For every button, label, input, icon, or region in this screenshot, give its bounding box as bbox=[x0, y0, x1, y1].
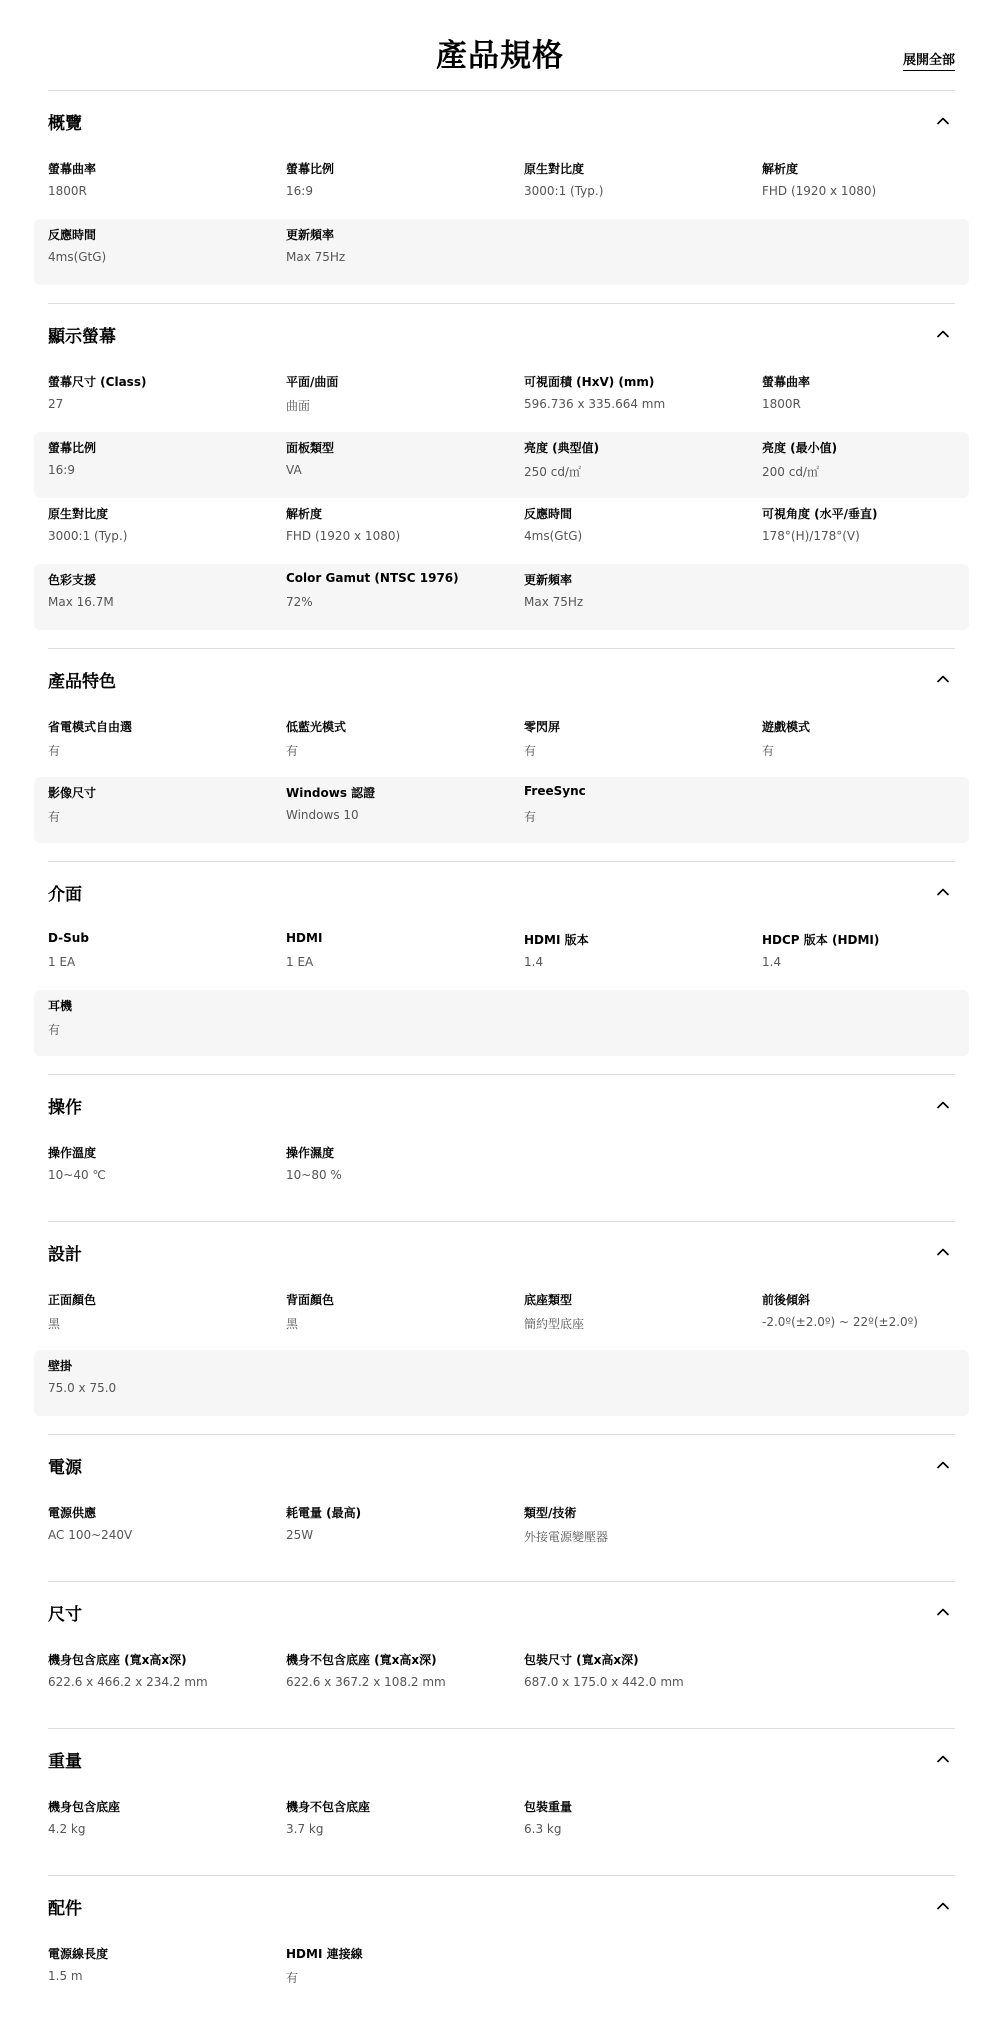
spec-item bbox=[524, 924, 762, 990]
spec-label: 包裝重量 bbox=[524, 1800, 573, 1814]
spec-value: FHD (1920 x 1080) bbox=[762, 184, 877, 198]
spec-rows bbox=[48, 711, 955, 861]
spec-label: 機身包含底座 (寬x高x深) bbox=[48, 1653, 187, 1667]
spec-label: 平面/曲面 bbox=[286, 375, 339, 389]
spec-value: 1800R bbox=[48, 184, 87, 198]
spec-item bbox=[286, 1284, 524, 1350]
section-header[interactable] bbox=[48, 649, 955, 711]
spec-label: 螢幕曲率 bbox=[762, 375, 811, 389]
spec-value: Windows 10 bbox=[286, 808, 359, 822]
spec-value: 1.4 bbox=[762, 955, 782, 969]
spec-item bbox=[48, 1938, 286, 2004]
spec-item bbox=[286, 153, 524, 219]
chevron-up-icon[interactable] bbox=[937, 673, 949, 685]
spec-item bbox=[286, 432, 524, 498]
spec-value: 3000:1 (Typ.) bbox=[524, 184, 604, 198]
spec-rows bbox=[48, 1497, 955, 1581]
chevron-up-icon[interactable] bbox=[937, 1606, 949, 1618]
chevron-up-icon[interactable] bbox=[937, 115, 949, 127]
spec-item bbox=[48, 1644, 286, 1710]
spec-item bbox=[524, 153, 762, 219]
spec-label: 反應時間 bbox=[524, 507, 573, 521]
section-title: 重量 bbox=[48, 1752, 82, 1772]
spec-label: 零閃屏 bbox=[524, 720, 561, 734]
spec-value: 200 cd/㎡ bbox=[762, 465, 819, 479]
chevron-up-icon[interactable] bbox=[937, 1753, 949, 1765]
section-title: 尺寸 bbox=[48, 1605, 82, 1625]
spec-value: 有 bbox=[48, 1023, 61, 1037]
spec-label: 影像尺寸 bbox=[48, 786, 97, 800]
spec-value: 有 bbox=[48, 744, 61, 758]
spec-value: 622.6 x 466.2 x 234.2 mm bbox=[48, 1675, 208, 1689]
spec-value: FHD (1920 x 1080) bbox=[286, 529, 401, 543]
spec-label: D-Sub bbox=[48, 931, 89, 945]
spec-item bbox=[48, 777, 286, 843]
spec-item bbox=[762, 711, 1000, 777]
spec-item bbox=[48, 219, 286, 285]
spec-item bbox=[48, 711, 286, 777]
spec-label: 螢幕尺寸 (Class) bbox=[48, 375, 147, 389]
spec-row bbox=[34, 990, 969, 1056]
spec-value: 16:9 bbox=[286, 184, 313, 198]
spec-section bbox=[48, 648, 955, 861]
spec-label: HDCP 版本 (HDMI) bbox=[762, 933, 880, 947]
spec-section bbox=[48, 861, 955, 1074]
section-header[interactable] bbox=[48, 1729, 955, 1791]
spec-value: 4.2 kg bbox=[48, 1822, 86, 1836]
spec-label: 反應時間 bbox=[48, 228, 97, 242]
spec-value: 10~80 % bbox=[286, 1168, 342, 1182]
spec-label: 操作溫度 bbox=[48, 1146, 97, 1160]
spec-row bbox=[34, 1791, 969, 1857]
spec-label: 電源線長度 bbox=[48, 1947, 109, 1961]
chevron-up-icon[interactable] bbox=[937, 1900, 949, 1912]
spec-section bbox=[48, 1074, 955, 1221]
spec-label: 耳機 bbox=[48, 999, 73, 1013]
spec-label: 機身包含底座 bbox=[48, 1800, 121, 1814]
spec-value: Max 75Hz bbox=[286, 250, 346, 264]
spec-item bbox=[524, 1497, 762, 1563]
spec-item bbox=[48, 366, 286, 432]
spec-value: 有 bbox=[524, 744, 537, 758]
spec-section bbox=[48, 303, 955, 648]
spec-value: 178°(H)/178°(V) bbox=[762, 529, 860, 543]
spec-item bbox=[524, 1284, 762, 1350]
spec-section bbox=[48, 1434, 955, 1581]
spec-label: 底座類型 bbox=[524, 1293, 573, 1307]
spec-label: FreeSync bbox=[524, 784, 586, 798]
spec-value: 有 bbox=[524, 810, 537, 824]
spec-value: 有 bbox=[762, 744, 775, 758]
chevron-up-icon[interactable] bbox=[937, 1459, 949, 1471]
chevron-up-icon[interactable] bbox=[937, 1099, 949, 1111]
spec-row bbox=[34, 366, 969, 432]
spec-item bbox=[48, 1137, 286, 1203]
spec-value: 外接電源變壓器 bbox=[524, 1530, 609, 1544]
section-header[interactable] bbox=[48, 1582, 955, 1644]
expand-all-link[interactable]: 展開全部 bbox=[903, 49, 955, 71]
spec-item bbox=[48, 498, 286, 564]
section-title: 產品特色 bbox=[48, 672, 116, 692]
section-header[interactable] bbox=[48, 1222, 955, 1284]
spec-rows bbox=[48, 366, 955, 648]
spec-value: 1800R bbox=[762, 397, 801, 411]
spec-item bbox=[286, 1938, 524, 2004]
spec-row bbox=[34, 432, 969, 498]
spec-item bbox=[524, 777, 762, 843]
spec-label: 正面顏色 bbox=[48, 1293, 97, 1307]
spec-item bbox=[286, 777, 524, 843]
spec-section bbox=[48, 90, 955, 303]
spec-value: 黑 bbox=[286, 1317, 299, 1331]
spec-label: 原生對比度 bbox=[524, 162, 585, 176]
spec-row bbox=[34, 498, 969, 564]
spec-label: 背面顏色 bbox=[286, 1293, 335, 1307]
spec-value: 有 bbox=[286, 1971, 299, 1985]
spec-label: 亮度 (典型值) bbox=[524, 441, 600, 455]
spec-item bbox=[48, 1350, 286, 1416]
spec-value: 黑 bbox=[48, 1317, 61, 1331]
spec-item bbox=[286, 1497, 524, 1563]
spec-row bbox=[34, 1284, 969, 1350]
spec-item bbox=[48, 432, 286, 498]
spec-item bbox=[48, 1497, 286, 1563]
spec-row bbox=[34, 924, 969, 990]
spec-label: 可視角度 (水平/垂直) bbox=[762, 507, 878, 521]
spec-section bbox=[48, 1221, 955, 1434]
spec-item bbox=[762, 1284, 1000, 1350]
spec-sections bbox=[0, 90, 1000, 2022]
page-title: 產品規格 bbox=[436, 38, 564, 74]
spec-value: 72% bbox=[286, 595, 313, 609]
spec-item bbox=[48, 1791, 286, 1857]
spec-value: Max 75Hz bbox=[524, 595, 584, 609]
spec-value: 1.5 m bbox=[48, 1969, 83, 1983]
spec-value: 有 bbox=[48, 810, 61, 824]
spec-value: AC 100~240V bbox=[48, 1528, 133, 1542]
spec-item bbox=[524, 1791, 762, 1857]
spec-value: 3.7 kg bbox=[286, 1822, 324, 1836]
spec-item bbox=[286, 219, 524, 285]
spec-label: HDMI bbox=[286, 931, 323, 945]
spec-rows bbox=[48, 1791, 955, 1875]
spec-label: 螢幕比例 bbox=[48, 441, 97, 455]
spec-label: 更新頻率 bbox=[524, 573, 573, 587]
section-title: 概覽 bbox=[48, 114, 82, 134]
spec-rows bbox=[48, 1644, 955, 1728]
chevron-up-icon[interactable] bbox=[937, 328, 949, 340]
section-title: 操作 bbox=[48, 1098, 82, 1118]
spec-label: 機身不包含底座 (寬x高x深) bbox=[286, 1653, 437, 1667]
spec-item bbox=[286, 924, 524, 990]
spec-item bbox=[48, 924, 286, 990]
spec-row bbox=[34, 1497, 969, 1563]
section-title: 顯示螢幕 bbox=[48, 327, 116, 347]
spec-section bbox=[48, 1581, 955, 1728]
section-header[interactable] bbox=[48, 1435, 955, 1497]
spec-label: 面板類型 bbox=[286, 441, 335, 455]
spec-label: Color Gamut (NTSC 1976) bbox=[286, 571, 459, 585]
spec-label: 原生對比度 bbox=[48, 507, 109, 521]
section-header[interactable] bbox=[48, 1876, 955, 1938]
spec-value: 687.0 x 175.0 x 442.0 mm bbox=[524, 1675, 684, 1689]
spec-value: 曲面 bbox=[286, 399, 311, 413]
spec-item bbox=[286, 498, 524, 564]
spec-label: HDMI 連接線 bbox=[286, 1947, 363, 1961]
spec-item bbox=[762, 153, 1000, 219]
spec-section bbox=[48, 1875, 955, 2022]
spec-item bbox=[286, 366, 524, 432]
spec-item bbox=[762, 924, 1000, 990]
section-header[interactable] bbox=[48, 304, 955, 366]
spec-section bbox=[48, 1728, 955, 1875]
section-header[interactable] bbox=[48, 91, 955, 153]
chevron-up-icon[interactable] bbox=[937, 1246, 949, 1258]
spec-label: 機身不包含底座 bbox=[286, 1800, 371, 1814]
spec-value: 有 bbox=[286, 744, 299, 758]
spec-item bbox=[286, 564, 524, 630]
spec-label: 耗電量 (最高) bbox=[286, 1506, 362, 1520]
spec-label: 遊戲模式 bbox=[762, 720, 811, 734]
spec-row bbox=[34, 564, 969, 630]
spec-value: 4ms(GtG) bbox=[48, 250, 107, 264]
section-title: 設計 bbox=[48, 1245, 82, 1265]
section-header[interactable] bbox=[48, 1075, 955, 1137]
spec-item bbox=[48, 153, 286, 219]
spec-item bbox=[48, 990, 286, 1056]
spec-item bbox=[48, 1284, 286, 1350]
spec-label: 解析度 bbox=[762, 162, 799, 176]
spec-value: Max 16.7M bbox=[48, 595, 114, 609]
spec-row bbox=[34, 1644, 969, 1710]
spec-item bbox=[286, 1644, 524, 1710]
spec-value: -2.0º(±2.0º) ~ 22º(±2.0º) bbox=[762, 1315, 918, 1329]
spec-label: 色彩支援 bbox=[48, 573, 97, 587]
spec-row bbox=[34, 1137, 969, 1203]
spec-item bbox=[524, 564, 762, 630]
spec-item bbox=[286, 711, 524, 777]
section-title: 配件 bbox=[48, 1899, 82, 1919]
spec-label: Windows 認證 bbox=[286, 786, 376, 800]
spec-value: 1 EA bbox=[286, 955, 314, 969]
spec-row bbox=[34, 1350, 969, 1416]
spec-label: 螢幕曲率 bbox=[48, 162, 97, 176]
spec-rows bbox=[48, 153, 955, 303]
spec-label: 螢幕比例 bbox=[286, 162, 335, 176]
spec-item bbox=[524, 1644, 762, 1710]
spec-value: 25W bbox=[286, 1528, 314, 1542]
spec-value: 1 EA bbox=[48, 955, 76, 969]
section-title: 電源 bbox=[48, 1458, 82, 1478]
spec-row bbox=[34, 777, 969, 843]
spec-rows bbox=[48, 924, 955, 1074]
spec-label: 操作濕度 bbox=[286, 1146, 335, 1160]
spec-item bbox=[524, 498, 762, 564]
spec-item bbox=[762, 432, 1000, 498]
spec-item bbox=[524, 366, 762, 432]
spec-label: 類型/技術 bbox=[524, 1506, 577, 1520]
spec-value: 3000:1 (Typ.) bbox=[48, 529, 128, 543]
spec-rows bbox=[48, 1938, 955, 2022]
spec-value: 75.0 x 75.0 bbox=[48, 1381, 117, 1395]
spec-label: 電源供應 bbox=[48, 1506, 97, 1520]
spec-value: 16:9 bbox=[48, 463, 75, 477]
spec-value: 596.736 x 335.664 mm bbox=[524, 397, 666, 411]
spec-row bbox=[34, 711, 969, 777]
spec-label: 壁掛 bbox=[48, 1359, 73, 1373]
spec-row bbox=[34, 1938, 969, 2004]
spec-label: 解析度 bbox=[286, 507, 323, 521]
spec-item bbox=[762, 366, 1000, 432]
spec-row bbox=[34, 153, 969, 219]
spec-item bbox=[286, 1137, 524, 1203]
spec-value: 1.4 bbox=[524, 955, 544, 969]
spec-item bbox=[524, 432, 762, 498]
spec-label: 低藍光模式 bbox=[286, 720, 347, 734]
spec-item bbox=[762, 498, 1000, 564]
page-header bbox=[0, 0, 1000, 90]
spec-label: 亮度 (最小值) bbox=[762, 441, 838, 455]
spec-label: 可視面積 (HxV) (mm) bbox=[524, 375, 655, 389]
section-header[interactable] bbox=[48, 862, 955, 924]
spec-value: 10~40 ℃ bbox=[48, 1168, 106, 1182]
spec-value: 250 cd/㎡ bbox=[524, 465, 581, 479]
spec-item bbox=[286, 1791, 524, 1857]
spec-label: 省電模式自由選 bbox=[48, 720, 133, 734]
spec-label: 包裝尺寸 (寬x高x深) bbox=[524, 1653, 639, 1667]
spec-label: HDMI 版本 bbox=[524, 933, 589, 947]
spec-value: 4ms(GtG) bbox=[524, 529, 583, 543]
spec-label: 前後傾斜 bbox=[762, 1293, 811, 1307]
spec-row bbox=[34, 219, 969, 285]
spec-rows bbox=[48, 1284, 955, 1434]
spec-item bbox=[48, 564, 286, 630]
spec-label: 更新頻率 bbox=[286, 228, 335, 242]
section-title: 介面 bbox=[48, 885, 82, 905]
spec-value: 622.6 x 367.2 x 108.2 mm bbox=[286, 1675, 446, 1689]
spec-value: 簡約型底座 bbox=[524, 1317, 585, 1331]
spec-value: 6.3 kg bbox=[524, 1822, 562, 1836]
spec-rows bbox=[48, 1137, 955, 1221]
spec-value: 27 bbox=[48, 397, 64, 411]
spec-value: VA bbox=[286, 463, 302, 477]
chevron-up-icon[interactable] bbox=[937, 886, 949, 898]
spec-item bbox=[524, 711, 762, 777]
